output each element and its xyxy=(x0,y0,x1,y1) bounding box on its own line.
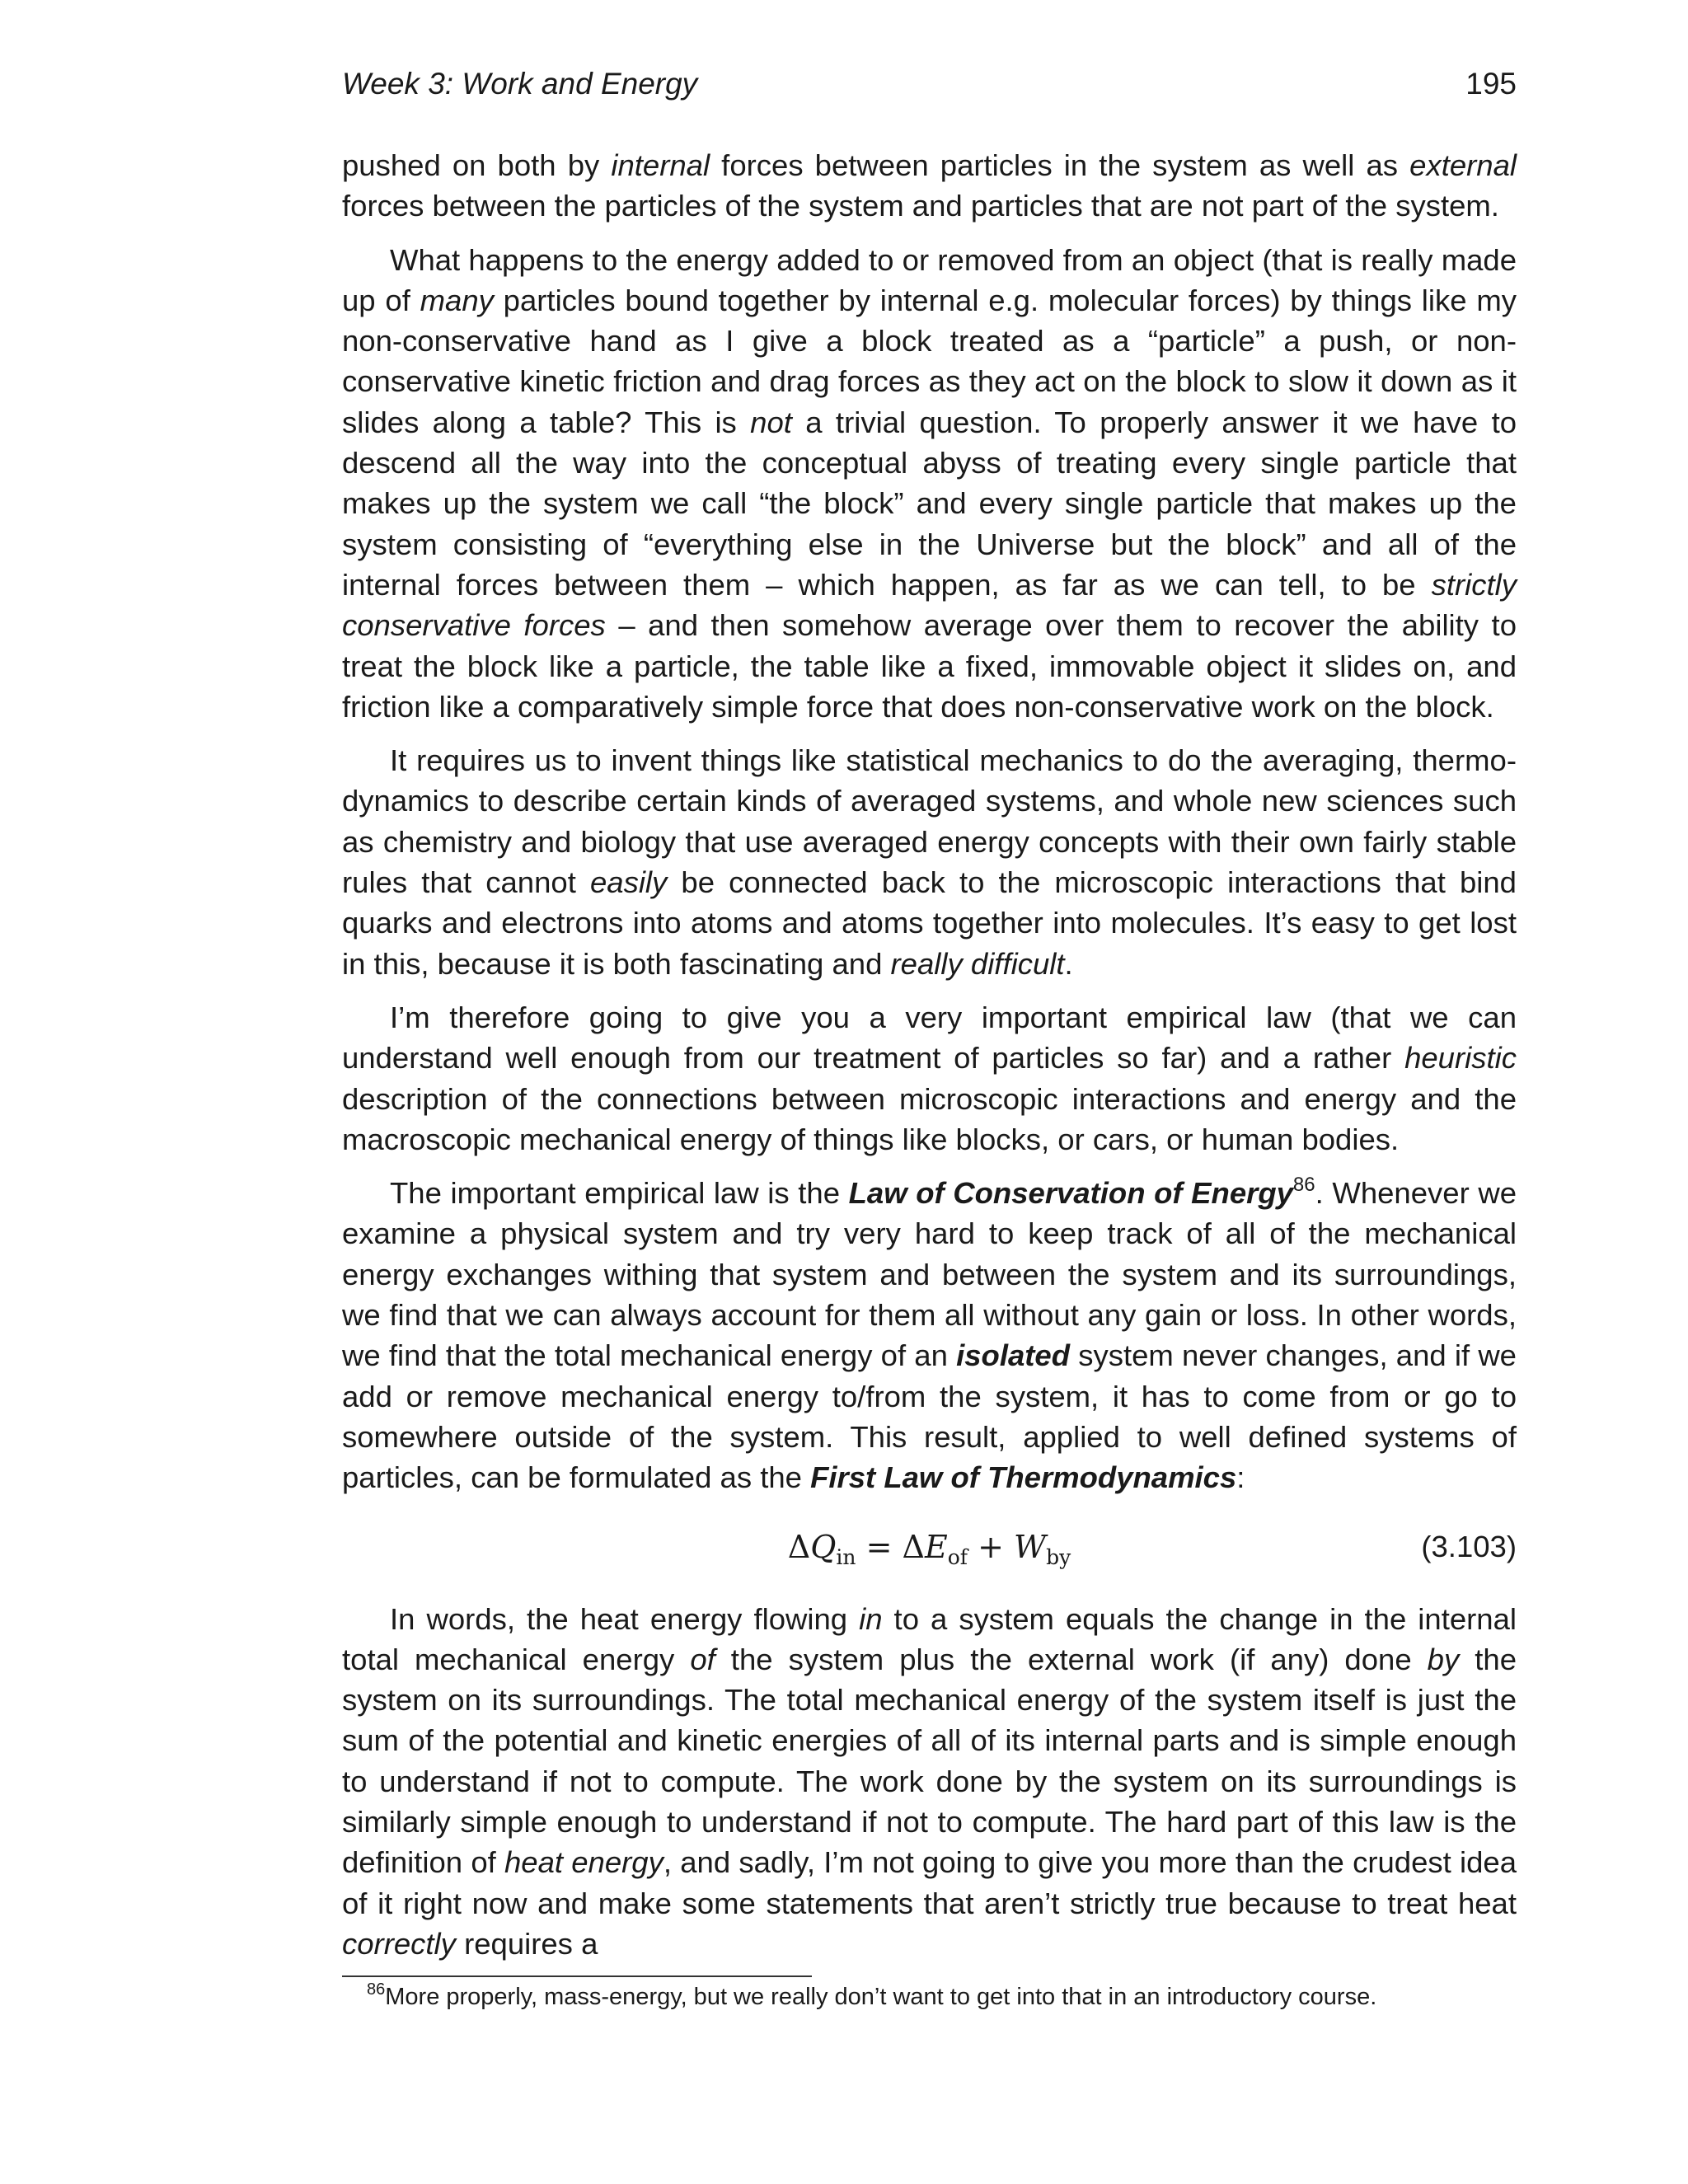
delta-symbol: Δ xyxy=(787,1528,811,1565)
text-run: system never changes, and if we add or remove mechanical energy to/from the system, it has to come from or go to somewhere outside of the system. This result, applied to well defined systems of particles, can be formulated as the xyxy=(342,1338,1517,1495)
equation-body xyxy=(342,1523,1517,1571)
emphasis-easily: easily xyxy=(589,865,668,900)
emphasis-correctly: correctly xyxy=(342,1926,456,1961)
paragraph-6 xyxy=(342,1599,1517,1965)
text-run: . xyxy=(1064,946,1073,981)
footnote-marker: 86 xyxy=(367,1980,386,1999)
emphasis-many: many xyxy=(420,283,494,317)
variable-q: Q xyxy=(810,1528,837,1565)
plus-sign: + xyxy=(968,1528,1015,1565)
footnote-divider xyxy=(342,1975,812,1977)
term-law-of-conservation-of-energy: Law of Conservation of Energy xyxy=(848,1176,1293,1211)
paragraph-4 xyxy=(342,997,1517,1160)
text-run: , and sadly, I’m not going to give you more than the crudest idea of it right now and make some statements that aren’t strictly true because to treat heat xyxy=(342,1845,1517,1920)
text-run: : xyxy=(1236,1460,1245,1495)
footnote-text: More properly, mass-energy, but we really don’t want to get into that in an introductory course. xyxy=(385,1984,1377,2010)
text-run: In words, the heat energy flowing xyxy=(390,1601,860,1636)
text-run: be connected back to the microscopic interactions that bind quarks and electrons into atoms and atoms together into molecules. It’s easy to get lost in this, because it is both fascinating and xyxy=(342,865,1517,981)
footnote-reference[interactable]: 86 xyxy=(1292,1174,1315,1197)
text-run: the system plus the external work (if any) done xyxy=(715,1642,1428,1676)
emphasis-heat-energy: heat energy xyxy=(504,1845,663,1880)
variable-w: W xyxy=(1014,1528,1047,1565)
text-run: pushed on both by xyxy=(342,148,612,182)
term-isolated: isolated xyxy=(956,1338,1071,1373)
emphasis-external: external xyxy=(1409,148,1517,182)
equation-3-103 xyxy=(342,1523,1517,1571)
equals-sign: = xyxy=(856,1528,903,1565)
text-run: to a system equals the change in the internal total mechanical energy xyxy=(342,1601,1517,1676)
running-title: Week 3: Work and Energy xyxy=(342,67,698,101)
emphasis-strictly-conservative: strictly conservative forces xyxy=(342,567,1517,643)
footnote-86 xyxy=(367,1980,1517,2014)
text-run: It requires us to invent things like statistical mechanics to do the averaging, thermodynamics to describe certain kinds of averaged systems, and whole new sciences such as chemistry and biology that use averaged energy concepts with their own fairly stable rules that cannot xyxy=(342,743,1517,900)
emphasis-not: not xyxy=(750,405,792,439)
equation-number: (3.103) xyxy=(1421,1529,1517,1563)
document-page xyxy=(342,0,1517,2184)
running-header xyxy=(342,61,1517,107)
text-run: requires a xyxy=(455,1926,598,1961)
text-run: a trivial question. To properly answer it we have to descend all the way into the conceptual abyss of treating every single particle that makes up the system we call “the block” and every single particle that makes up the system consisting of “everything else in the Universe but the block” and all of the internal forces between them – which happen, as far as we can tell, to be xyxy=(342,405,1517,602)
text-run: description of the connections between microscopic interactions and energy and the macroscopic mechanical energy of things like blocks, or cars, or human bodies. xyxy=(342,1081,1517,1156)
emphasis-really-difficult: really difficult xyxy=(890,946,1065,981)
paragraph-5 xyxy=(342,1173,1517,1497)
subscript-in: in xyxy=(836,1544,856,1569)
text-run: What happens to the energy added to or removed from an object (that is really made up of xyxy=(342,242,1517,317)
text-run: forces between particles in the system as well as xyxy=(710,148,1410,182)
emphasis-in: in xyxy=(859,1601,883,1636)
text-run: The important empirical law is the xyxy=(390,1176,849,1211)
text-run: forces between the particles of the system and particles that are not part of the system. xyxy=(342,189,1499,223)
emphasis-by: by xyxy=(1427,1642,1460,1676)
text-run: I’m therefore going to give you a very important empirical law (that we can understand well enough from our treatment of particles so far) and a rather xyxy=(342,1000,1517,1076)
paragraph-3 xyxy=(342,740,1517,984)
text-run: the system on its surroundings. The total mechanical energy of the system itself is just the sum of the potential and kinetic energies of all of its internal parts and is simple enough to understand if not to compute. The work done by the system on its surroundings is similarly simple enough to understand if not to compute. The hard part of this law is the definition of xyxy=(342,1642,1517,1880)
term-first-law-of-thermodynamics: First Law of Thermodynamics xyxy=(810,1460,1237,1495)
paragraph-2 xyxy=(342,240,1517,728)
emphasis-heuristic: heuristic xyxy=(1404,1041,1517,1076)
subscript-of: of xyxy=(947,1544,968,1569)
text-run: . Whenever we examine a physical system and try very hard to keep track of all of the mechanical energy exchanges withing that system and between the system and its surroundings, we find that we can always account for them all without any gain or loss. In other words, we find that the total mechanical energy of an xyxy=(342,1176,1517,1373)
paragraph-1 xyxy=(342,145,1517,227)
emphasis-of: of xyxy=(690,1642,715,1676)
page-number: 195 xyxy=(1465,67,1517,101)
text-run: particles bound together by internal e.g. molecular forces) by things like my non-conservative hand as I give a block treated as a “particle” a push, or non-conservative kinetic friction and drag forces as they act on the block to slow it down as it slides along a table? This is xyxy=(342,283,1517,439)
variable-e: E xyxy=(924,1528,948,1565)
text-run: – and then somehow average over them to recover the ability to treat the block like a particle, the table like a fixed, immovable object it slides on, and friction like a comparatively simple force that does non-conservative work on the block. xyxy=(342,608,1517,724)
subscript-by: by xyxy=(1046,1544,1071,1569)
emphasis-internal: internal xyxy=(611,148,710,182)
delta-symbol: Δ xyxy=(902,1528,925,1565)
body-text xyxy=(342,145,1517,1977)
